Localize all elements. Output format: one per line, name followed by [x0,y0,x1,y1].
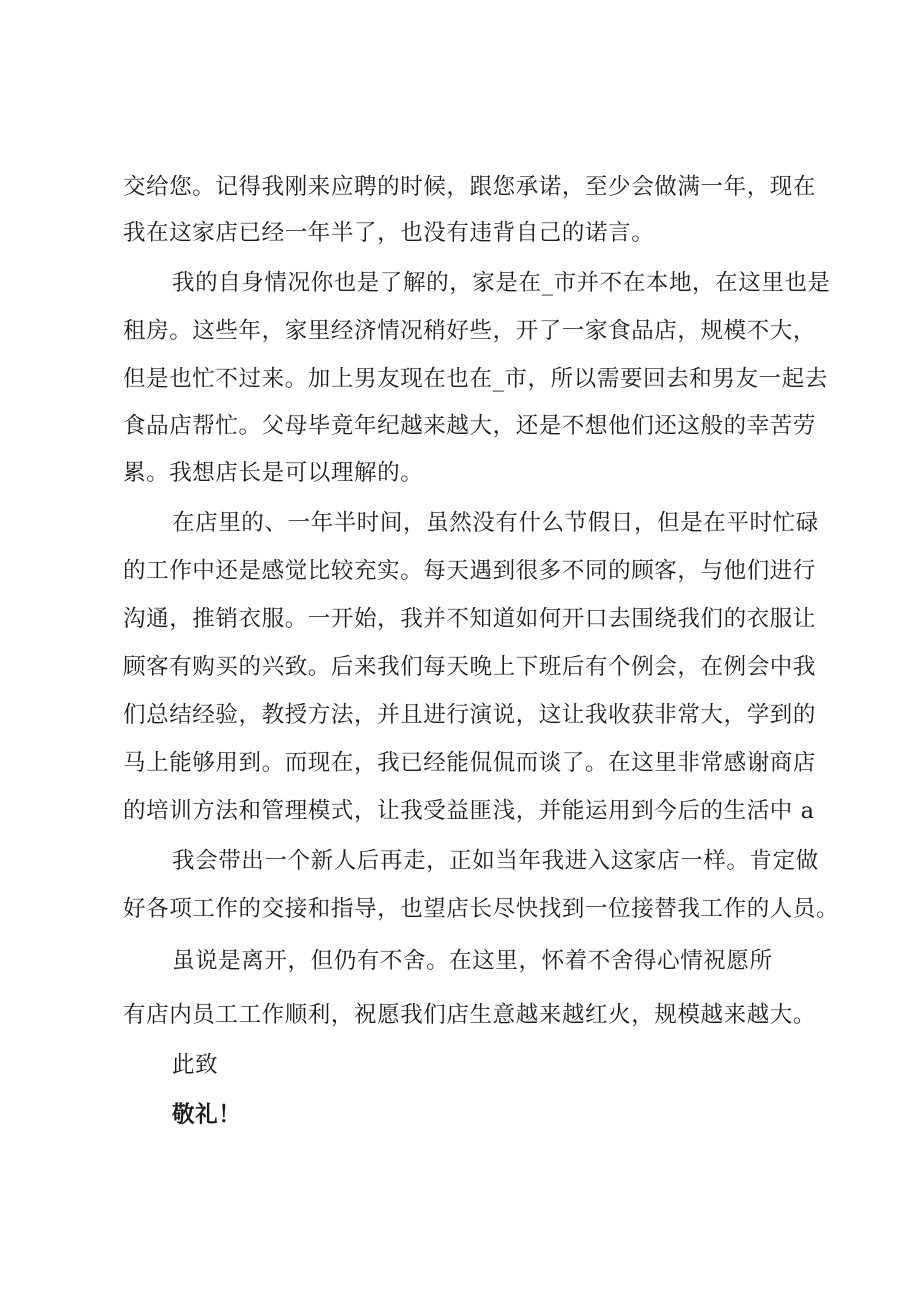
paragraph-4-line-2: 好各项工作的交接和指导，也望店长尽快找到一位接替我工作的人员。 [123,896,840,922]
paragraph-5-line-2: 有店内员工工作顺利，祝愿我们店生意越来越红火，规模越来越大。 [123,1002,817,1028]
paragraph-3-line-2: 的工作中还是感觉比较充实。每天遇到很多不同的顾客，与他们进行 [123,558,817,584]
paragraph-3-line-4: 顾客有购买的兴致。后来我们每天晚上下班后有个例会，在例会中我 [123,654,817,680]
paragraph-2-line-5: 累。我想店长是可以理解的。 [123,460,424,486]
paragraph-2-line-1: 我的自身情况你也是了解的，家是在_市并不在本地，在这里也是 [172,270,831,296]
paragraph-1-line-1: 交给您。记得我刚来应聘的时候，跟您承诺，至少会做满一年，现在 [123,174,817,200]
paragraph-3-line-6: 马上能够用到。而现在，我已经能侃侃而谈了。在这里非常感谢商店 [123,750,817,776]
paragraph-3-line-7: 的培训方法和管理模式，让我受益匪浅，并能运用到今后的生活中 a [123,798,815,824]
salutation: 此致 [172,1052,219,1078]
paragraph-2-line-4: 食品店帮忙。父母毕竟年纪越来越大，还是不想他们还这般的幸苦劳 [123,413,817,439]
closing: 敬礼！ [172,1102,242,1128]
paragraph-1-line-2: 我在这家店已经一年半了，也没有违背自己的诺言。 [123,220,655,246]
paragraph-3-line-5: 们总结经验，教授方法，并且进行演说，这让我收获非常大，学到的 [123,702,817,728]
paragraph-3-line-1: 在店里的、一年半时间，虽然没有什么节假日，但是在平时忙碌 [172,510,819,536]
paragraph-2-line-2: 租房。这些年，家里经济情况稍好些，开了一家食品店，规模不大， [123,318,817,344]
paragraph-3-line-3: 沟通，推销衣服。一开始，我并不知道如何开口去围绕我们的衣服让 [123,606,817,632]
paragraph-5-line-1: 虽说是离开，但仍有不舍。在这里，怀着不舍得心情祝愿所 [172,948,773,974]
paragraph-2-line-3: 但是也忙不过来。加上男友现在也在_市，所以需要回去和男友一起去 [123,366,828,392]
paragraph-4-line-1: 我会带出一个新人后再走，正如当年我进入这家店一样。肯定做 [172,848,819,874]
